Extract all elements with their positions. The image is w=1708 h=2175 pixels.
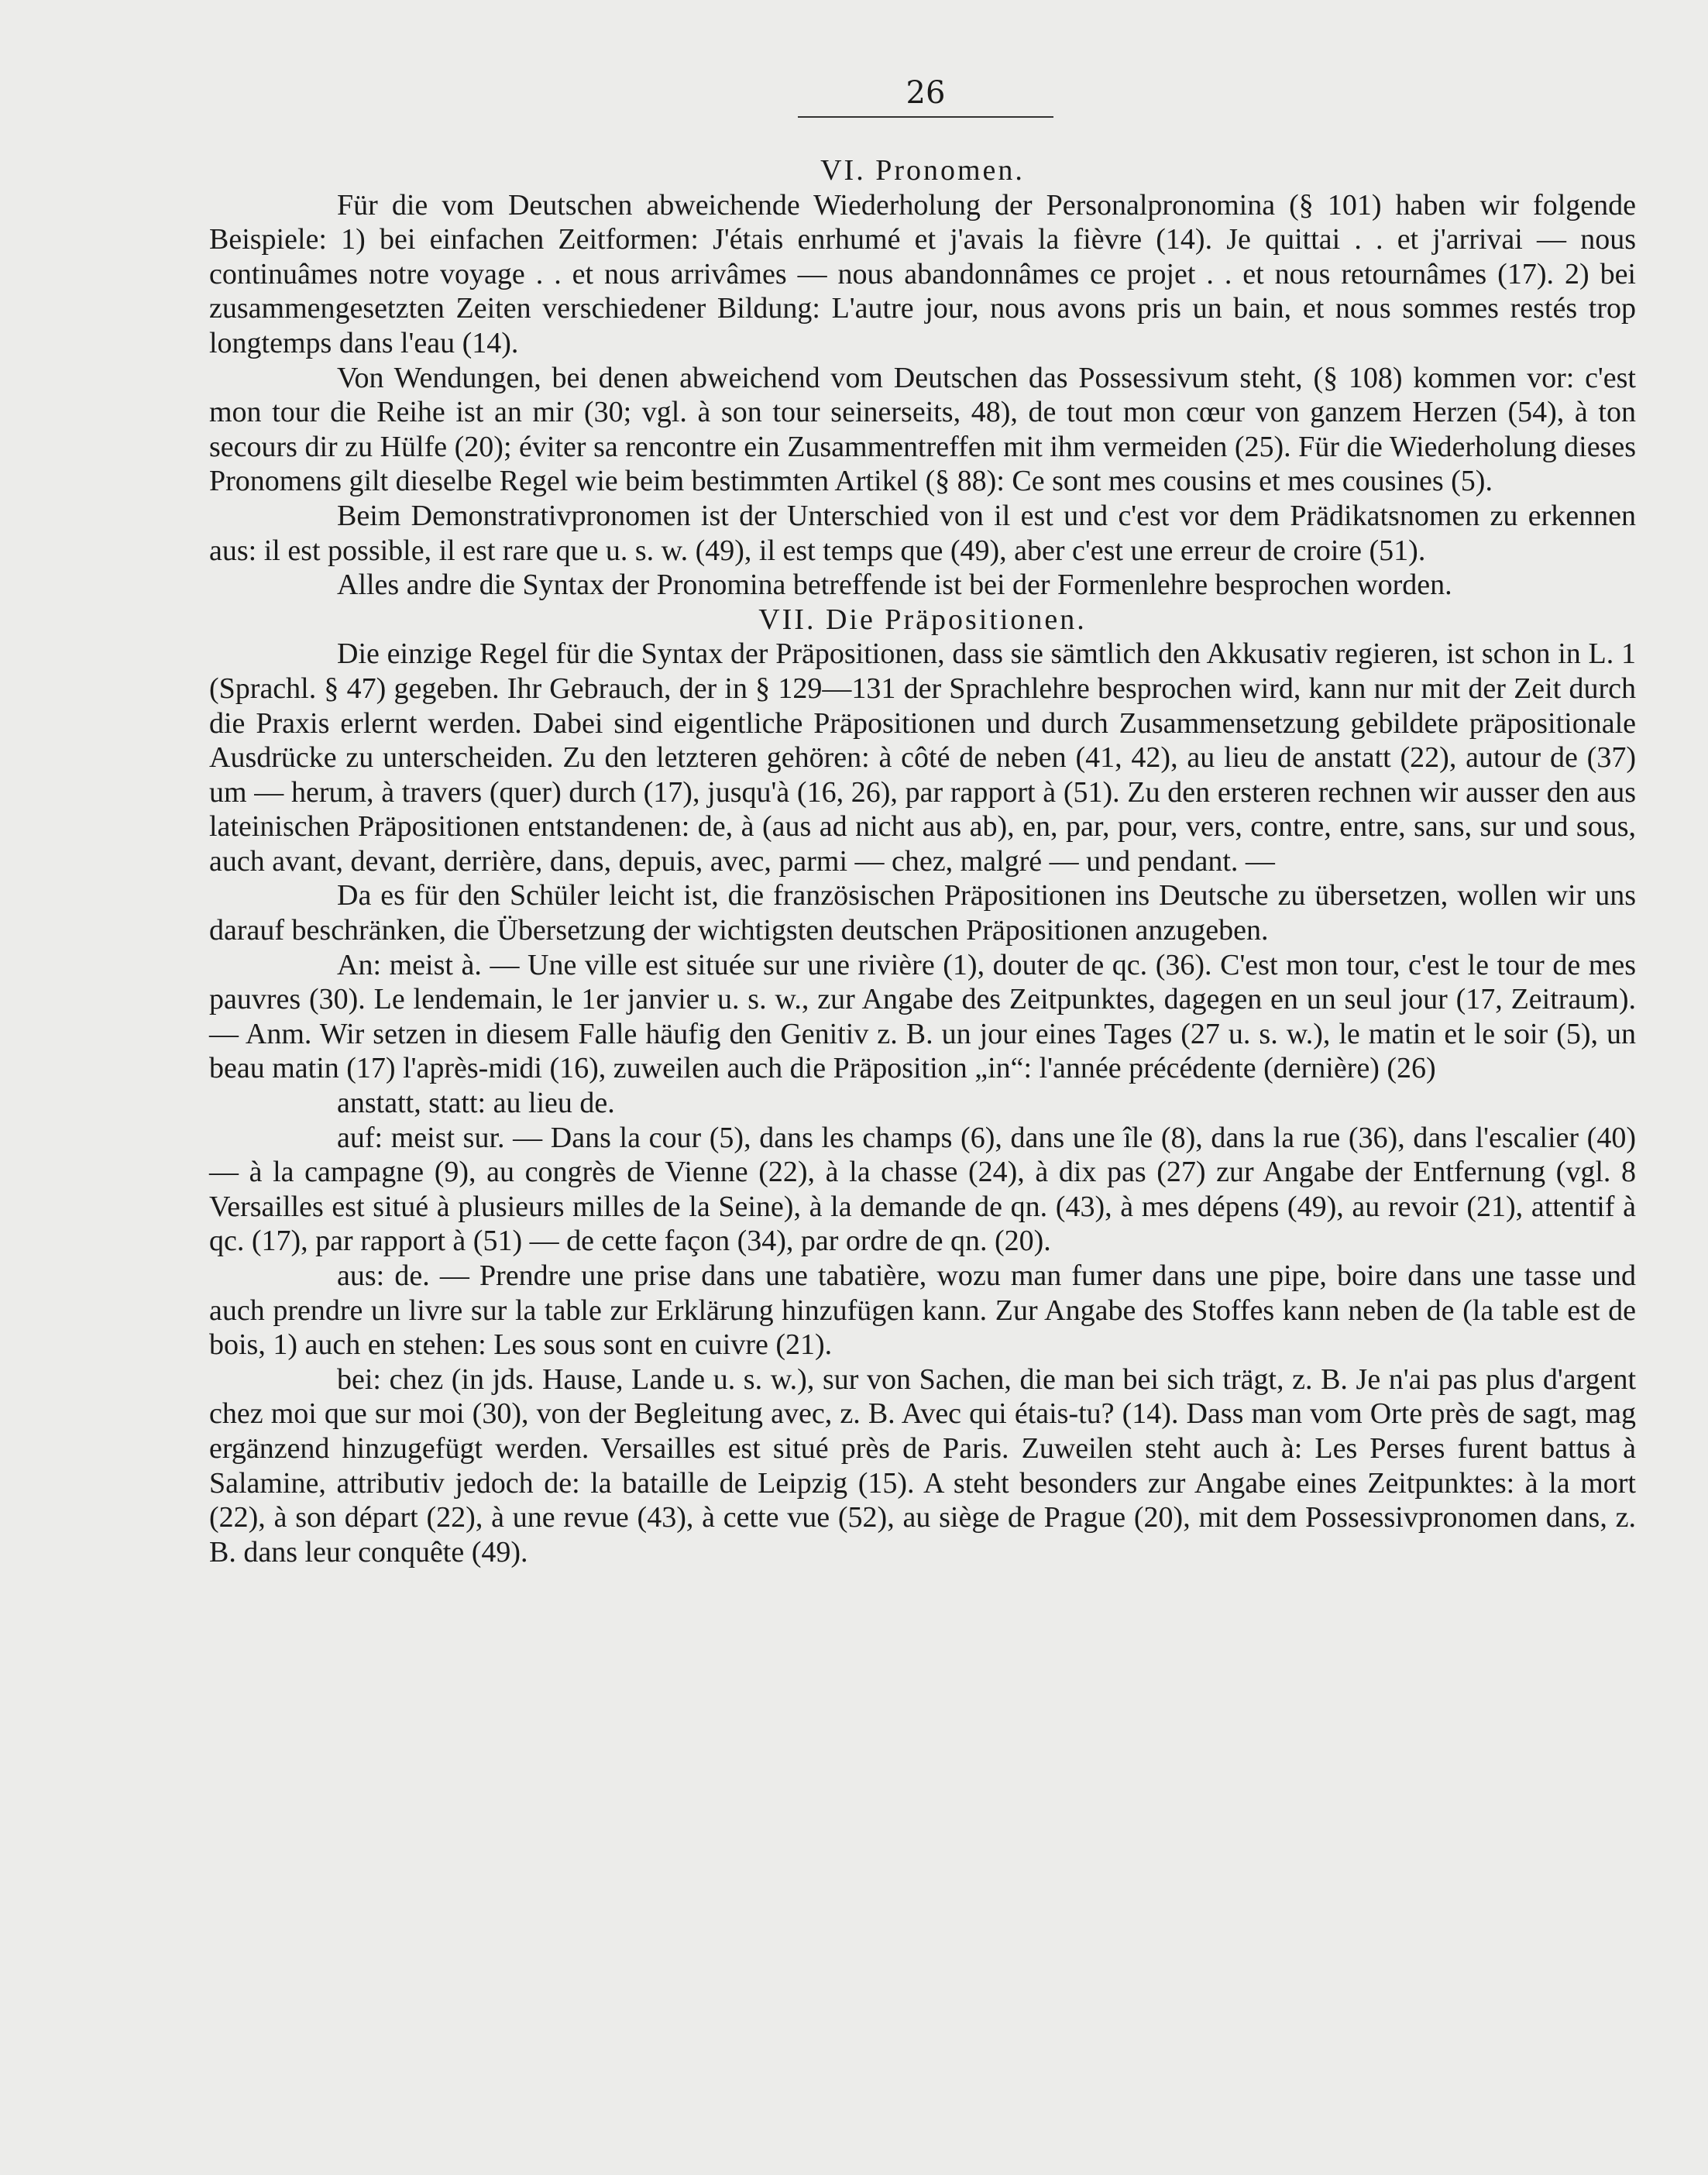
entry-bei: bei: chez (in jds. Hause, Lande u. s. w.), sur von Sachen, die man bei sich trägt, z. B. Je n'ai pas plus d'argent chez moi que sur moi (30), von der Begleitung avec, z. B. Avec qui étais-tu? (14). Dass man vom Orte près de sagt, mag ergänzend hinzugefügt werden. Versailles est situé près de Paris. Zuweilen steht auch à: Les Perses furent battus à Salamine, attributiv jedoch de: la bataille de Leipzig (15). A steht besonders zur Angabe eines Zeitpunktes: à la mort (22), à son départ (22), à une revue (43), à cette vue (52), au siège de Prague (20), mit dem Possessivpronomen dans, z. B. dans leur conquête (49). <box>209 1362 1636 1569</box>
paragraph: Da es für den Schüler leicht ist, die französischen Präpositionen ins Deutsche zu übersetzen, wollen wir uns darauf beschränken, die Übersetzung der wichtigsten deutschen Präpositionen anzugeben. <box>209 879 1636 947</box>
section-heading-praepositionen: VII. Die Präpositionen. <box>758 603 1087 636</box>
paragraph: Die einzige Regel für die Syntax der Präpositionen, dass sie sämtlich den Akkusativ regieren, ist schon in L. 1 (Sprachl. § 47) gegeben. Ihr Gebrauch, der in § 129—131 der Sprachlehre besprochen wird, kann nur mit der Zeit durch die Praxis erlernt werden. Dabei sind eigentliche Präpositionen und durch Zusammensetzung gebildete präpositionale Ausdrücke zu unterscheiden. Zu den letzteren gehören: à côté de neben (41, 42), au lieu de anstatt (22), autour de (37) um — herum, à travers (quer) durch (17), jusqu'à (16, 26), par rapport à (51). Zu den ersteren rechnen wir ausser den aus lateinischen Präpositionen entstandenen: de, à (aus ad nicht aus ab), en, par, pour, vers, contre, entre, sans, sur und sous, auch avant, devant, derrière, dans, depuis, avec, parmi — chez, malgré — und pendant. — <box>209 637 1636 878</box>
paragraph: Für die vom Deutschen abweichende Wiederholung der Personalpronomina (§ 101) haben wir folgende Beispiele: 1) bei einfachen Zeitformen: J'étais enrhumé et j'avais la fièvre (14). Je quittai . . et j'arrivai — nous continuâmes notre voyage . . et nous arrivâmes — nous abandonnâmes ce projet . . et nous retournâmes (17). 2) bei zusammengesetzten Zeiten verschiedener Bildung: L'autre jour, nous avons pris un bain, et nous sommes restés trop longtemps dans l'eau (14). <box>209 188 1636 359</box>
entry-auf: auf: meist sur. — Dans la cour (5), dans les champs (6), dans une île (8), dans la rue (36), dans l'escalier (40) — à la campagne (9), au congrès de Vienne (22), à la chasse (24), à dix pas (27) zur Angabe der Entfernung (vgl. 8 Versailles est situé à plusieurs milles de la Seine), à la demande de qn. (43), à mes dépens (49), au revoir (21), attentif à qc. (17), par rapport à (51) — de cette façon (34), par ordre de qn. (20). <box>209 1121 1636 1258</box>
entry-aus: aus: de. — Prendre une prise dans une tabatière, wozu man fumer dans une pipe, boire dans une tasse und auch prendre un livre sur la table zur Erklärung hinzufügen kann. Zur Angabe des Stoffes kann neben de (la table est de bois, 1) auch en stehen: Les sous sont en cuivre (21). <box>209 1259 1636 1362</box>
paragraph: Alles andre die Syntax der Pronomina betreffende ist bei der Formenlehre besprochen worden. <box>337 569 1452 602</box>
entry-anstatt: anstatt, statt: au lieu de. <box>337 1087 615 1120</box>
header-rule <box>798 116 1053 118</box>
section-heading-pronomen: VI. Pronomen. <box>820 154 1025 187</box>
paragraph: Von Wendungen, bei denen abweichend vom Deutschen das Possessivum steht, (§ 108) kommen vor: c'est mon tour die Reihe ist an mir (30; vgl. à son tour seinerseits, 48), de tout mon cœur von ganzem Herzen (54), à ton secours dir zu Hülfe (20); éviter sa rencontre ein Zusammentreffen mit ihm vermeiden (25). Für die Wiederholung dieses Pronomens gilt dieselbe Regel wie beim bestimmten Artikel (§ 88): Ce sont mes cousins et mes cousines (5). <box>209 361 1636 498</box>
entry-an: An: meist à. — Une ville est située sur une rivière (1), douter de qc. (36). C'est mon tour, c'est le tour de mes pauvres (30). Le lendemain, le 1er janvier u. s. w., zur Angabe des Zeitpunktes, dagegen en un seul jour (17, Zeitraum). — Anm. Wir setzen in diesem Falle häufig den Genitiv z. B. un jour eines Tages (27 u. s. w.), le matin et le soir (5), un beau matin (17) l'après-midi (16), zuweilen auch die Präposition „in“: l'année précédente (dernière) (26) <box>209 948 1636 1085</box>
page-number: 26 <box>906 75 946 111</box>
paragraph: Beim Demonstrativpronomen ist der Unterschied von il est und c'est vor dem Prädikatsnomen zu erkennen aus: il est possible, il est rare que u. s. w. (49), il est temps que (49), aber c'est une erreur de croire (51). <box>209 499 1636 567</box>
body-text <box>209 153 1636 1569</box>
